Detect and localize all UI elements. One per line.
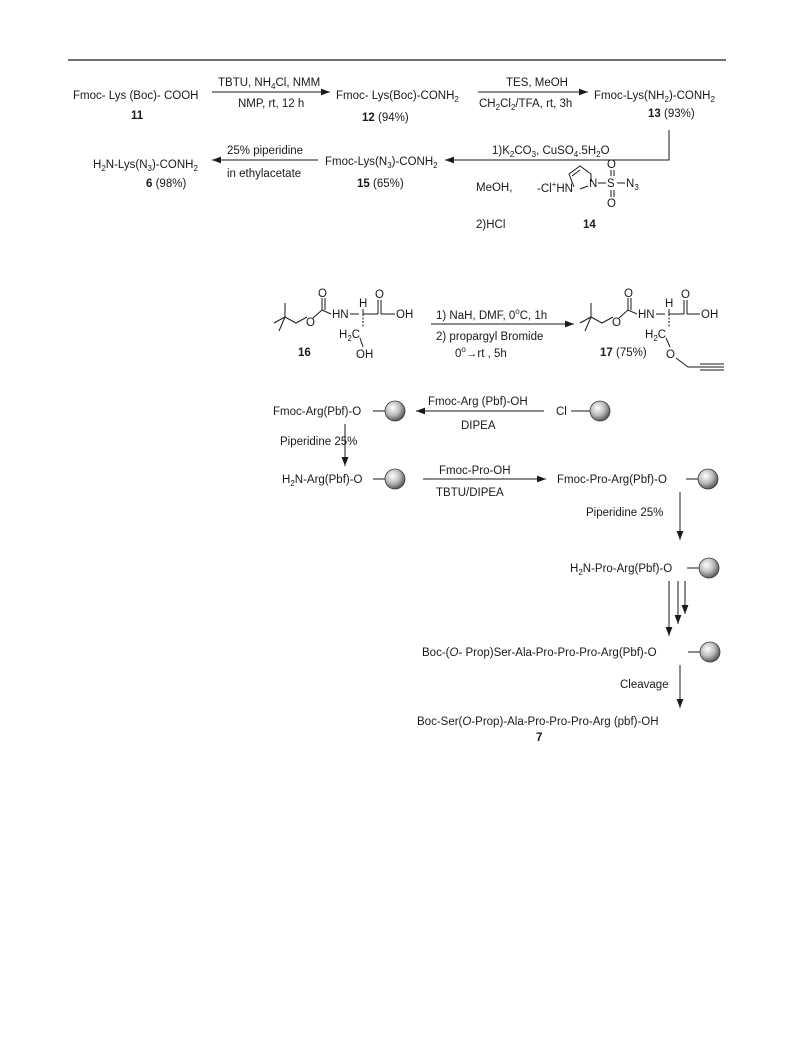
resin-bead-1 <box>385 401 405 421</box>
azide-group: $N_3$ <box>626 178 639 192</box>
compound-6-name: $H_2N-Lys(N_3)-CONH_2$ <box>93 159 198 173</box>
carbamate-bond-17 <box>619 310 628 318</box>
reaction-2-conditions: $CH_2Cl_2$/TFA, rt, 3h <box>479 98 573 112</box>
scheme-1-lysine-azide <box>73 77 715 231</box>
compound-16-structure <box>274 288 413 361</box>
imidazole-ring-bonds <box>569 166 591 187</box>
carbonyl-oxygen: O <box>318 288 327 300</box>
compound-12-label: 12 (94%) <box>362 112 409 124</box>
side-chain-oh: OH <box>356 349 374 361</box>
resin-bead-start <box>590 401 610 421</box>
compound-13-label: 13 (93%) <box>648 108 695 120</box>
tert-butyl-bonds-17 <box>580 317 613 323</box>
compound-14-counterion: -Cl+HN <box>537 180 573 195</box>
reaction-5-step-1: 1) NaH, DMF, 0$^o$C, 1h <box>436 307 548 322</box>
reaction-5-step-2: 2) propargyl Bromide <box>436 331 544 343</box>
methylene-group-17: $H_2C$ <box>645 329 667 343</box>
carboxyl-oh: OH <box>396 309 414 321</box>
peptide-1: Fmoc-Arg(Pbf)-O <box>273 406 362 418</box>
sulfonyl-sulfur: S <box>607 178 615 190</box>
ch2-to-ether-o <box>666 338 670 347</box>
step-1-base: DIPEA <box>461 420 496 432</box>
final-peptide: Boc-Ser(O-Prop)-Ala-Pro-Pro-Pro-Arg (pbf)-OH <box>417 716 659 728</box>
carboxyl-oxygen: O <box>375 289 384 301</box>
peptide-4: $H_2N-Pro-Arg(Pbf)-O$ <box>570 563 673 577</box>
alpha-hydrogen-17: H <box>665 298 674 310</box>
compound-14-structure <box>537 159 639 231</box>
compound-16-number: 16 <box>298 347 311 359</box>
reaction-5-conditions: $0^o\to rt$ , 5h <box>455 345 507 360</box>
step-2-reagent: Piperidine 25% <box>280 436 358 448</box>
carbamate-bond <box>313 310 322 318</box>
methylene-group: $H_2C$ <box>339 329 361 343</box>
carboxyl-oh-17: OH <box>701 309 719 321</box>
reaction-3-acid-workup: 2)HCl <box>476 219 506 231</box>
reaction-4-solvent: in ethylacetate <box>227 168 302 180</box>
compound-17-structure <box>580 288 724 370</box>
amide-nh-17: HN <box>638 309 655 321</box>
ester-oxygen: O <box>306 317 315 329</box>
resin-bead-3 <box>698 469 718 489</box>
step-6-reagent: Cleavage <box>620 679 669 691</box>
reaction-2-reagents: TES, MeOH <box>506 77 568 89</box>
ch2-to-oh <box>360 338 363 347</box>
step-4-reagent: Piperidine 25% <box>586 507 664 519</box>
peptide-3: Fmoc-Pro-Arg(Pbf)-O <box>557 474 667 486</box>
amide-nh: HN <box>332 309 349 321</box>
compound-11-name: Fmoc- Lys (Boc)- COOH <box>73 90 199 102</box>
compound-15-label: 15 (65%) <box>357 178 404 190</box>
final-peptide-number: 7 <box>536 732 543 744</box>
reaction-3-reagent-1: $1)K_2CO_3$, $CuSO_4.5H_2O$ <box>492 145 610 159</box>
ester-oxygen-17: O <box>612 317 621 329</box>
reaction-4-reagent: 25% piperidine <box>227 145 304 157</box>
sulfonyl-oxygen-top: O <box>607 159 616 171</box>
carbonyl-to-nh <box>322 310 331 314</box>
reaction-3-solvent: MeOH, <box>476 182 513 194</box>
compound-12-name: Fmoc- $Lys(Boc)-CONH_2$ <box>336 90 459 104</box>
sulfonyl-oxygen-bottom: O <box>607 198 616 210</box>
carboxyl-oxygen-17: O <box>681 289 690 301</box>
imidazole-c2-bond <box>580 186 588 189</box>
compound-11-number: 11 <box>131 110 144 122</box>
resin-bead-4 <box>699 558 719 578</box>
step-3-reagent: Fmoc-Pro-OH <box>439 465 511 477</box>
propargyl-chain <box>676 358 700 367</box>
carbonyl-to-nh-17 <box>628 310 637 314</box>
scheme-3-solid-phase-synthesis <box>273 396 720 744</box>
compound-15-name: Fmoc-$Lys(N_3)-CONH_2$ <box>325 156 438 170</box>
carbonyl-oxygen-17: O <box>624 288 633 300</box>
reaction-1-conditions: NMP, rt, 12 h <box>238 98 305 110</box>
tert-butyl-bonds <box>274 317 307 323</box>
compound-14-number: 14 <box>583 219 596 231</box>
ether-oxygen: O <box>666 349 675 361</box>
compound-6-label: 6 (98%) <box>146 178 187 190</box>
peptide-5: Boc-(O- Prop)Ser-Ala-Pro-Pro-Pro-Arg(Pbf)-O <box>422 647 657 659</box>
imidazole-nitrogen: N <box>589 178 598 190</box>
reaction-1-reagents: TBTU, $NH_4Cl$, NMM <box>218 77 321 91</box>
peptide-2: $H_2N-Arg(Pbf)-O$ <box>282 474 363 488</box>
resin-bead-5 <box>700 642 720 662</box>
alpha-hydrogen: H <box>359 298 368 310</box>
compound-17-label: 17 (75%) <box>600 347 647 359</box>
scheme-2-serine-propargylation <box>274 288 724 370</box>
step-1-reagent: Fmoc-Arg (Pbf)-OH <box>428 396 528 408</box>
step-3-coupling: TBTU/DIPEA <box>436 487 504 499</box>
chloro-resin-label: Cl <box>556 406 567 418</box>
resin-bead-2 <box>385 469 405 489</box>
compound-13-name: Fmoc-$Lys(NH_2)-CONH_2$ <box>594 90 715 104</box>
